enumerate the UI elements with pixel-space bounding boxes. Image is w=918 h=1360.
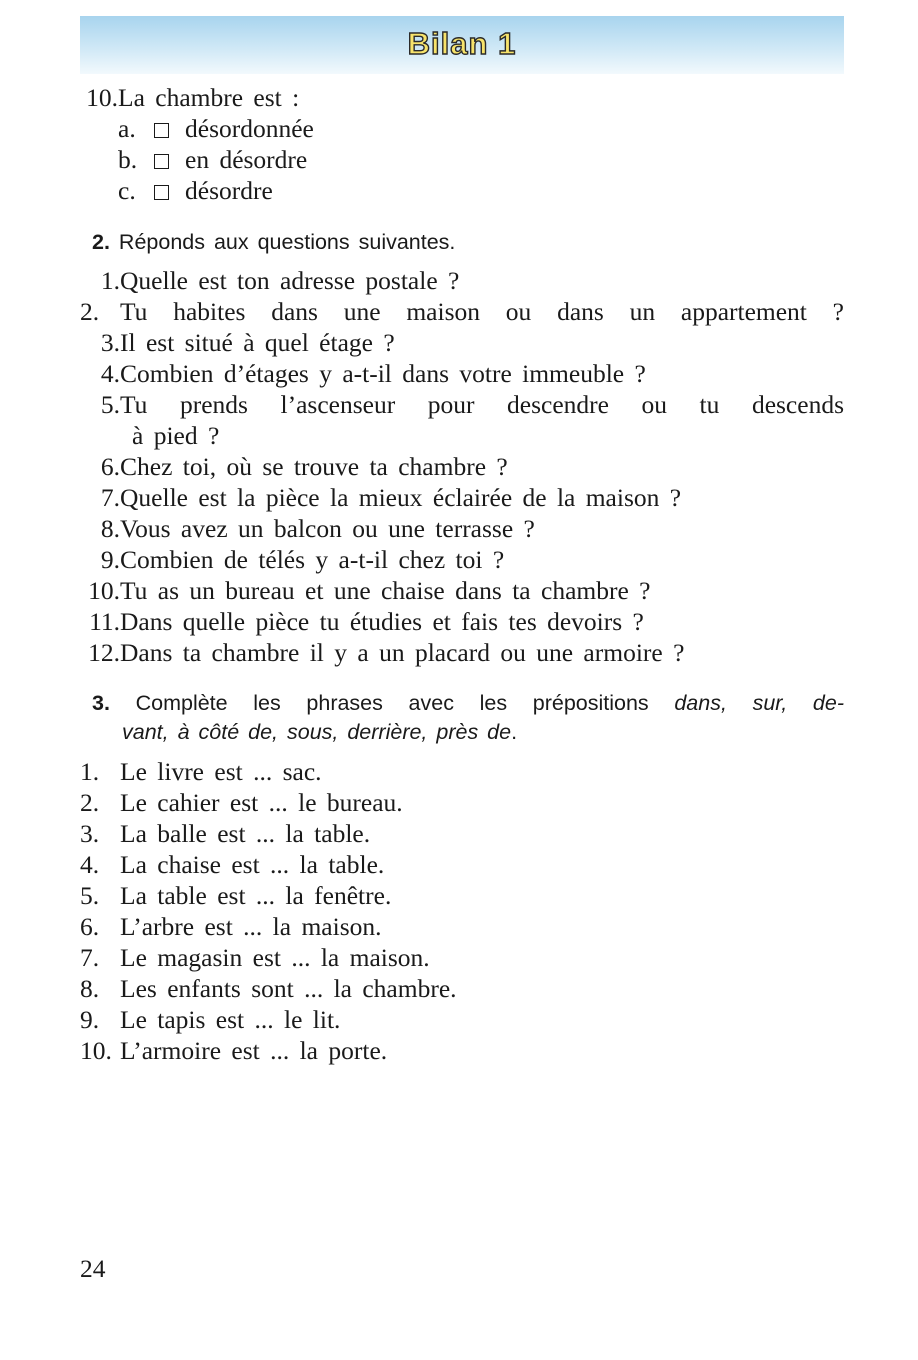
option-text: désordonnée <box>185 114 314 143</box>
list-item: 2. Le cahier est ... le bureau. <box>80 788 403 817</box>
list-item: 7.Quelle est la pièce la mieux éclairée de la maison ? <box>100 483 682 512</box>
page-title: Bilan 1 <box>407 26 517 61</box>
list-item: 12.Dans ta chambre il y a un placard ou une armoire ? <box>88 638 685 667</box>
prepositions-text: vant, à côté de, sous, derrière, près de <box>122 720 512 744</box>
question-10 <box>80 82 844 206</box>
option-letter: c. <box>118 176 136 205</box>
list-item: 10. L’armoire est ... la porte. <box>80 1036 388 1065</box>
exercise-3-instruction <box>92 689 844 747</box>
list-item: 10.Tu as un bureau et une chaise dans ta chambre ? <box>88 576 651 605</box>
option-letter: b. <box>118 145 138 174</box>
list-item: 6. L’arbre est ... la maison. <box>80 912 382 941</box>
exercise-2-instruction <box>92 228 844 256</box>
option-a <box>80 113 844 144</box>
list-item: 4.Combien d’étages y a-t-il dans votre immeuble ? <box>100 359 646 388</box>
list-item: 9. Le tapis est ... le lit. <box>80 1005 341 1034</box>
list-item: 4. La chaise est ... la table. <box>80 850 385 879</box>
checkbox-icon[interactable] <box>154 123 169 138</box>
exercise-number: 3. <box>92 691 110 715</box>
instruction-text: Complète les phrases avec les prépositions <box>135 691 649 715</box>
list-item: 1. Le livre est ... sac. <box>80 757 322 786</box>
list-item: 1.Quelle est ton adresse postale ? <box>100 266 460 295</box>
instruction-period: . <box>511 720 518 744</box>
instruction-line-2 <box>92 718 844 747</box>
list-item: 5. La table est ... la fenêtre. <box>80 881 392 910</box>
list-item: 3. La balle est ... la table. <box>80 819 371 848</box>
instruction-line-1 <box>92 689 844 718</box>
list-item: 8. Les enfants sont ... la chambre. <box>80 974 457 1003</box>
list-item: 3.Il est situé à quel étage ? <box>100 328 395 357</box>
list-item: 8.Vous avez un balcon ou une terrasse ? <box>100 514 535 543</box>
exercise-2-list <box>80 265 844 668</box>
list-item: 7. Le magasin est ... la maison. <box>80 943 430 972</box>
option-text: en désordre <box>185 145 308 174</box>
checkbox-icon[interactable] <box>154 154 169 169</box>
checkbox-icon[interactable] <box>154 185 169 200</box>
list-item: 5. Tu prends l’ascenseur pour descendre ou tu descends <box>100 390 844 419</box>
option-c <box>80 175 844 206</box>
list-item: 9.Combien de télés y a-t-il chez toi ? <box>100 545 505 574</box>
exercise-3-list <box>80 756 844 1066</box>
page-number: 24 <box>80 1254 106 1283</box>
list-item-continuation: à pied ? <box>132 421 220 450</box>
option-text: désordre <box>185 176 273 205</box>
exercise-number: 2. <box>92 230 110 254</box>
list-item: 2. Tu habites dans une maison ou dans un appartement ? <box>80 297 844 326</box>
option-letter: a. <box>118 114 136 143</box>
header-bar <box>80 16 844 74</box>
list-item: 11.Dans quelle pièce tu étudies et fais tes devoirs ? <box>89 607 644 636</box>
instruction-text: Réponds aux questions suivantes. <box>118 230 456 254</box>
option-b <box>80 144 844 175</box>
question-number: 10. <box>86 83 118 112</box>
list-item: 6.Chez toi, où se trouve ta chambre ? <box>100 452 508 481</box>
question-text: La chambre est : <box>118 83 300 112</box>
prepositions-text: dans, sur, de- <box>674 691 844 715</box>
question-10-stem <box>80 82 844 113</box>
